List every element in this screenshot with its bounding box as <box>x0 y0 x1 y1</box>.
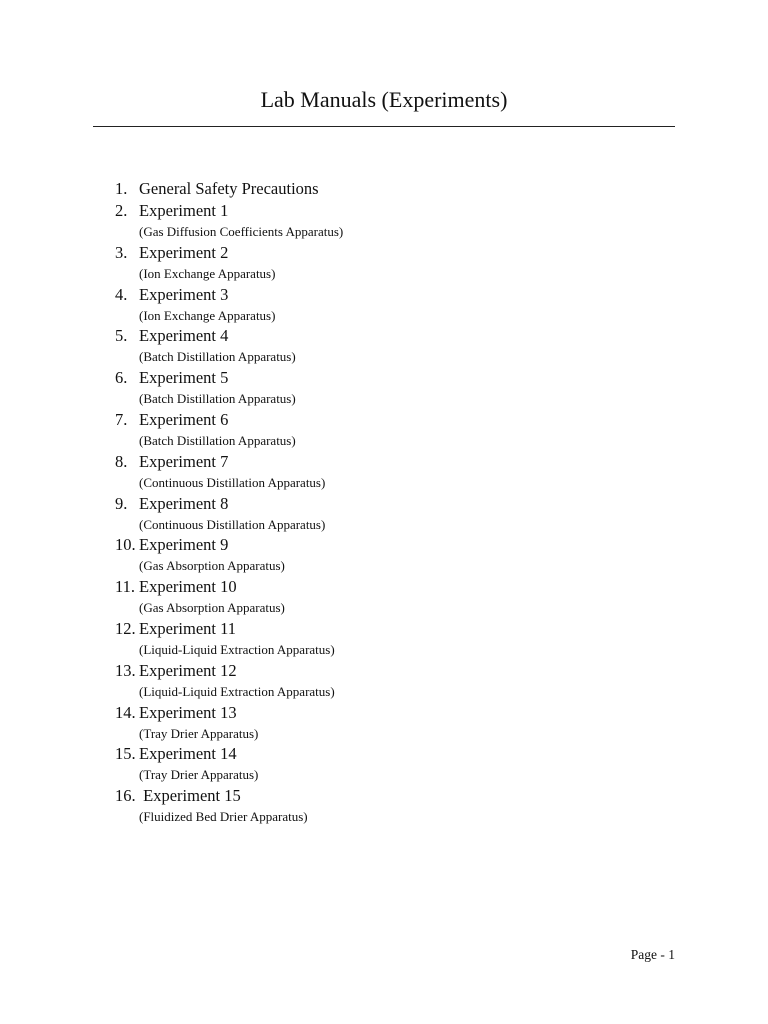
toc-item <box>115 284 675 326</box>
toc-item-label: Experiment 7 <box>139 451 229 471</box>
toc-item-apparatus: (Tray Drier Apparatus) <box>139 725 259 741</box>
title-divider <box>93 126 675 127</box>
toc-item-label: Experiment 4 <box>139 326 229 346</box>
toc-item-label: Experiment 13 <box>139 702 237 722</box>
toc-item <box>115 367 675 409</box>
toc-item <box>115 785 675 827</box>
toc-item <box>115 618 675 660</box>
toc-item-number: 4. <box>115 284 128 304</box>
toc-item-apparatus: (Gas Diffusion Coefficients Apparatus) <box>139 224 344 239</box>
toc-item <box>115 200 675 242</box>
toc-item <box>115 178 675 200</box>
toc-item <box>115 493 675 535</box>
toc-item-number: 6. <box>115 368 128 388</box>
page-number: Page - 1 <box>630 947 675 962</box>
toc-item <box>115 451 675 493</box>
toc-item-label: Experiment 2 <box>139 242 229 262</box>
toc-item-apparatus: (Batch Distillation Apparatus) <box>139 432 296 448</box>
toc-item-apparatus: (Liquid-Liquid Extraction Apparatus) <box>139 683 335 699</box>
toc-item-number: 7. <box>115 409 128 429</box>
toc-item-apparatus: (Batch Distillation Apparatus) <box>139 391 296 407</box>
toc-item <box>115 576 675 618</box>
toc-item <box>115 702 675 744</box>
toc-item-number: 5. <box>115 326 128 346</box>
toc-item <box>115 242 675 284</box>
toc-item-apparatus: (Ion Exchange Apparatus) <box>139 265 276 281</box>
table-of-contents <box>115 178 675 827</box>
toc-item-number: 8. <box>115 451 128 471</box>
toc-item-apparatus: (Fluidized Bed Drier Apparatus) <box>139 809 308 825</box>
toc-item <box>115 660 675 702</box>
toc-item-apparatus: (Gas Absorption Apparatus) <box>139 558 285 574</box>
toc-item-apparatus: (Continuous Distillation Apparatus) <box>139 474 326 490</box>
toc-item-label: Experiment 3 <box>139 284 229 304</box>
toc-item-label: Experiment 1 <box>139 201 229 220</box>
toc-item-label: Experiment 14 <box>139 744 237 764</box>
toc-item-label: Experiment 10 <box>139 577 237 597</box>
toc-item-number: 13. <box>115 660 136 680</box>
toc-item-number: 3. <box>115 242 128 262</box>
toc-item-apparatus: (Ion Exchange Apparatus) <box>139 307 276 323</box>
toc-item-label: General Safety Precautions <box>139 179 319 198</box>
toc-item-number: 1. <box>115 179 128 198</box>
toc-item-apparatus: (Gas Absorption Apparatus) <box>139 600 285 616</box>
toc-item-label: Experiment 12 <box>139 660 237 680</box>
toc-item-number: 11. <box>115 577 136 597</box>
toc-item-apparatus: (Continuous Distillation Apparatus) <box>139 516 326 532</box>
toc-item-number: 9. <box>115 493 128 513</box>
toc-item <box>115 409 675 451</box>
toc-item <box>115 743 675 785</box>
toc-item-number: 15. <box>115 744 136 764</box>
page-title: Lab Manuals (Experiments) <box>260 87 508 112</box>
toc-item-label: Experiment 6 <box>139 409 229 429</box>
toc-item-number: 16. <box>115 786 136 806</box>
toc-item-label: Experiment 8 <box>139 493 229 513</box>
toc-item-number: 10. <box>115 535 136 555</box>
toc-item-number: 12. <box>115 618 136 638</box>
toc-item-label: Experiment 15 <box>139 786 241 806</box>
toc-item-number: 2. <box>115 201 128 220</box>
toc-item-apparatus: (Liquid-Liquid Extraction Apparatus) <box>139 641 335 657</box>
toc-item-label: Experiment 5 <box>139 368 229 388</box>
toc-item <box>115 534 675 576</box>
toc-item <box>115 325 675 367</box>
toc-item-apparatus: (Tray Drier Apparatus) <box>139 767 259 783</box>
toc-item-number: 14. <box>115 702 136 722</box>
toc-item-label: Experiment 9 <box>139 535 229 555</box>
toc-item-apparatus: (Batch Distillation Apparatus) <box>139 349 296 365</box>
toc-item-label: Experiment 11 <box>139 618 236 638</box>
